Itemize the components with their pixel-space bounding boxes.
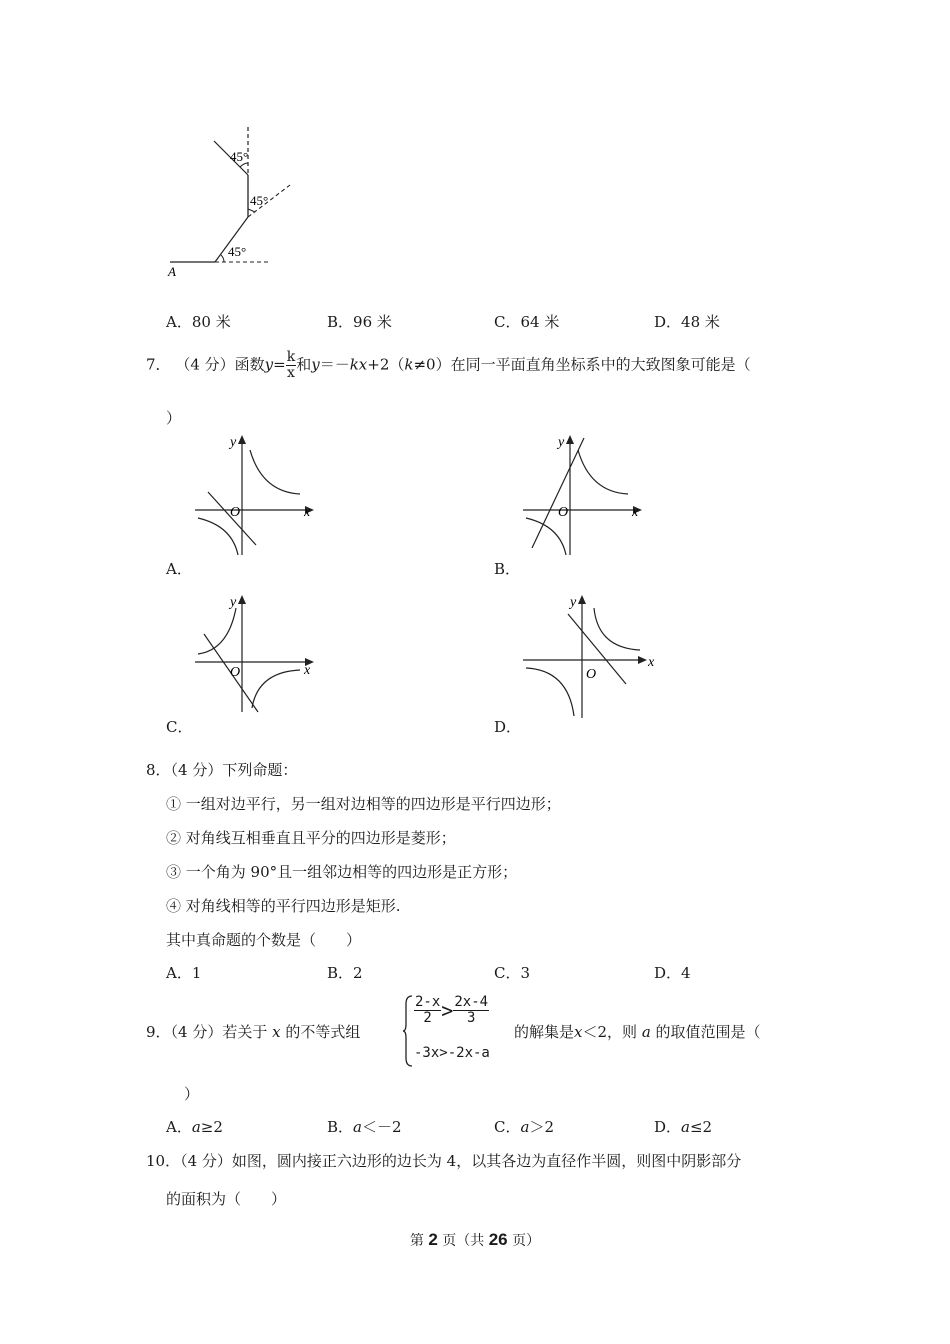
q8-option-b[interactable]: B．2 — [327, 964, 363, 982]
q7-option-b[interactable]: B． — [494, 560, 521, 578]
q7-question: 7． （4 分）函数y= $\frac{k}{x}$ 和y＝－kx+2（k≠0）在同一平面直角坐标系中的大致图象可能是（ — [146, 349, 751, 381]
q9-inequality-2: -3x>-2x-a — [414, 1045, 490, 1061]
q6-option-c[interactable]: C．64 米 — [494, 313, 560, 331]
q7-option-a[interactable]: A． — [166, 560, 192, 578]
q6-path-diagram — [160, 125, 300, 280]
q10-line-1: 10．（4 分）如图，圆内接正六边形的边长为 4，以其各边为直径作半圆，则图中阴影部分 — [146, 1152, 742, 1170]
q8-option-d[interactable]: D．4 — [654, 964, 691, 982]
q10-line-2: 的面积为（ ） — [166, 1190, 287, 1208]
q7-graph-a — [190, 430, 325, 560]
svg-text:x: x — [632, 505, 639, 520]
svg-text:O: O — [586, 667, 597, 682]
svg-text:y: y — [230, 595, 237, 610]
q8-question: 其中真命题的个数是（ ） — [166, 931, 362, 949]
q6-angle-bottom-label: 45° — [228, 244, 247, 259]
q8-option-c[interactable]: C．3 — [494, 964, 531, 982]
svg-text:y: y — [570, 595, 577, 610]
q8-item-2: ② 对角线互相垂直且平分的四边形是菱形； — [166, 829, 456, 847]
q9-brace — [402, 994, 414, 1068]
svg-text:O: O — [230, 665, 241, 680]
q9-question-start: 9．（4 分）若关于 x 的不等式组 — [146, 1023, 361, 1041]
q9-inequality-1: $\frac{2-x}{2}$ > $\frac{2x-4}{3}$ — [415, 994, 489, 1026]
q6-angle-top-label: 45° — [230, 149, 249, 164]
svg-text:x: x — [304, 663, 311, 678]
q8-item-1: ① 一组对边平行，另一组对边相等的四边形是平行四边形； — [166, 795, 561, 813]
q9-option-a[interactable]: A．a≥2 — [166, 1118, 223, 1136]
page-footer: 第 2 页（共 26 页） — [409, 1230, 541, 1249]
q9-option-b[interactable]: B．a＜－2 — [327, 1118, 402, 1136]
page-number: 2 — [428, 1230, 438, 1249]
q7-fraction: $\frac{k}{x}$ — [286, 349, 296, 381]
svg-text:x: x — [648, 655, 655, 670]
q6-option-b[interactable]: B．96 米 — [327, 313, 392, 331]
q7-option-d[interactable]: D． — [494, 718, 522, 736]
q9-close-paren: ） — [184, 1085, 200, 1103]
q8-option-a[interactable]: A．1 — [166, 964, 202, 982]
svg-text:x: x — [304, 505, 311, 520]
q6-option-d[interactable]: D．48 米 — [654, 313, 720, 331]
q9-option-c[interactable]: C．a＞2 — [494, 1118, 554, 1136]
q7-option-c[interactable]: C． — [166, 718, 193, 736]
q6-angle-mid-label: 45° — [250, 193, 269, 208]
q9-question-end: 的解集是x＜2，则 a 的取值范围是（ — [514, 1023, 761, 1041]
svg-text:y: y — [558, 435, 565, 450]
q7-close-paren: ） — [166, 409, 182, 427]
q7-graph-c — [190, 590, 325, 720]
svg-text:O: O — [558, 505, 569, 520]
svg-text:y: y — [230, 435, 237, 450]
svg-text:O: O — [230, 505, 241, 520]
total-pages: 26 — [488, 1230, 508, 1249]
q8-item-3: ③ 一个角为 90°且一组邻边相等的四边形是正方形； — [166, 863, 518, 881]
q8-header: 8．（4 分）下列命题： — [146, 761, 298, 779]
q6-option-a[interactable]: A．80 米 — [166, 313, 231, 331]
q7-graph-d — [518, 590, 658, 720]
q6-point-a-label: A — [168, 264, 176, 279]
q7-graph-b — [518, 430, 653, 560]
q8-item-4: ④ 对角线相等的平行四边形是矩形. — [166, 897, 401, 915]
q9-option-d[interactable]: D．a≤2 — [654, 1118, 713, 1136]
